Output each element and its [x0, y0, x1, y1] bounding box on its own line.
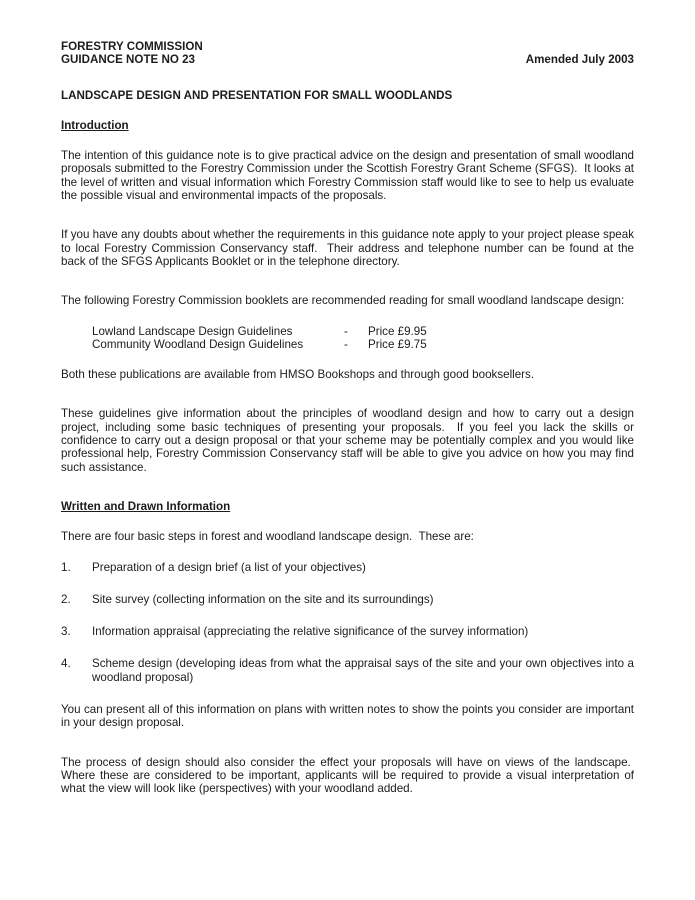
- doc-header: [61, 40, 634, 67]
- doc-header-row: [61, 53, 634, 66]
- intro-paragraph-3: The following Forestry Commission booklets are recommended reading for small woodland landscape design:: [61, 294, 625, 308]
- list-item-text: Site survey (collecting information on the site and its surroundings): [92, 592, 434, 606]
- list-item-text: Information appraisal (appreciating the relative significance of the survey information): [92, 625, 529, 639]
- written-paragraph-1: There are four basic steps in forest and woodland landscape design. These are:: [61, 530, 474, 544]
- amended-date: Amended July 2003: [525, 53, 634, 67]
- booklet-title: Lowland Landscape Design Guidelines: [92, 324, 293, 338]
- intro-paragraph-5: These guidelines give information about the principles of woodland design and how to carry out a design project, including some basic techniques of presenting your proposals. If you feel you lack the skills or confidence to carry out a design proposal or that your scheme may be potentially complex and you would like professional help, Forestry Commission Conservancy staff will be able to give you advice on how you may find such assistance.: [61, 407, 634, 474]
- org-name: FORESTRY COMMISSION: [61, 40, 203, 53]
- booklet-dash: -: [344, 337, 348, 351]
- list-item: [61, 593, 634, 606]
- booklet-dash: -: [344, 324, 348, 338]
- list-item-number: 4.: [61, 657, 71, 671]
- intro-paragraph-4: Both these publications are available from HMSO Bookshops and through good booksellers.: [61, 368, 535, 382]
- guidance-note-number: GUIDANCE NOTE NO 23: [61, 53, 195, 67]
- intro-paragraph-1: The intention of this guidance note is to give practical advice on the design and presentation of small woodland proposals submitted to the Forestry Commission under the Scottish Forestry Grant Scheme (SFGS). It looks at the level of written and visual information which Forestry Commission staff would like to see to help us evaluate the possible visual and environmental impacts of the proposals.: [61, 149, 634, 203]
- list-item: [61, 625, 634, 638]
- list-item-number: 1.: [61, 560, 71, 574]
- booklet-row: [92, 338, 634, 351]
- design-steps-list: [61, 561, 634, 684]
- doc-title: LANDSCAPE DESIGN AND PRESENTATION FOR SMALL WOODLANDS: [61, 88, 453, 102]
- written-paragraph-3: The process of design should also consider the effect your proposals will have on views of the landscape. Where these are considered to be important, applicants will be required to provide a visual interpretation of what the view will look like (perspectives) with your woodland added.: [61, 755, 634, 796]
- list-item: [61, 657, 634, 684]
- booklet-title: Community Woodland Design Guidelines: [92, 337, 304, 351]
- booklet-price: Price £9.75: [368, 337, 427, 351]
- list-item-number: 2.: [61, 592, 71, 606]
- list-item-text: Preparation of a design brief (a list of your objectives): [92, 560, 366, 574]
- booklet-price: Price £9.95: [368, 324, 427, 338]
- booklet-price-list: [61, 325, 634, 352]
- list-item-text: Scheme design (developing ideas from what the appraisal says of the site and your own objectives into a woodland proposal): [92, 657, 634, 684]
- list-item: [61, 561, 634, 574]
- list-item-number: 3.: [61, 625, 71, 639]
- section-heading-introduction: Introduction: [61, 118, 129, 132]
- section-heading-written-and-drawn-information: Written and Drawn Information: [61, 499, 231, 513]
- booklet-row: [92, 325, 634, 338]
- intro-paragraph-2: If you have any doubts about whether the requirements in this guidance note apply to your project please speak to local Forestry Commission Conservancy staff. Their address and telephone number can be found at the back of the SFGS Applicants Booklet or in the telephone directory.: [61, 228, 634, 268]
- written-paragraph-2: You can present all of this information on plans with written notes to show the points you consider are important in your design proposal.: [61, 703, 634, 730]
